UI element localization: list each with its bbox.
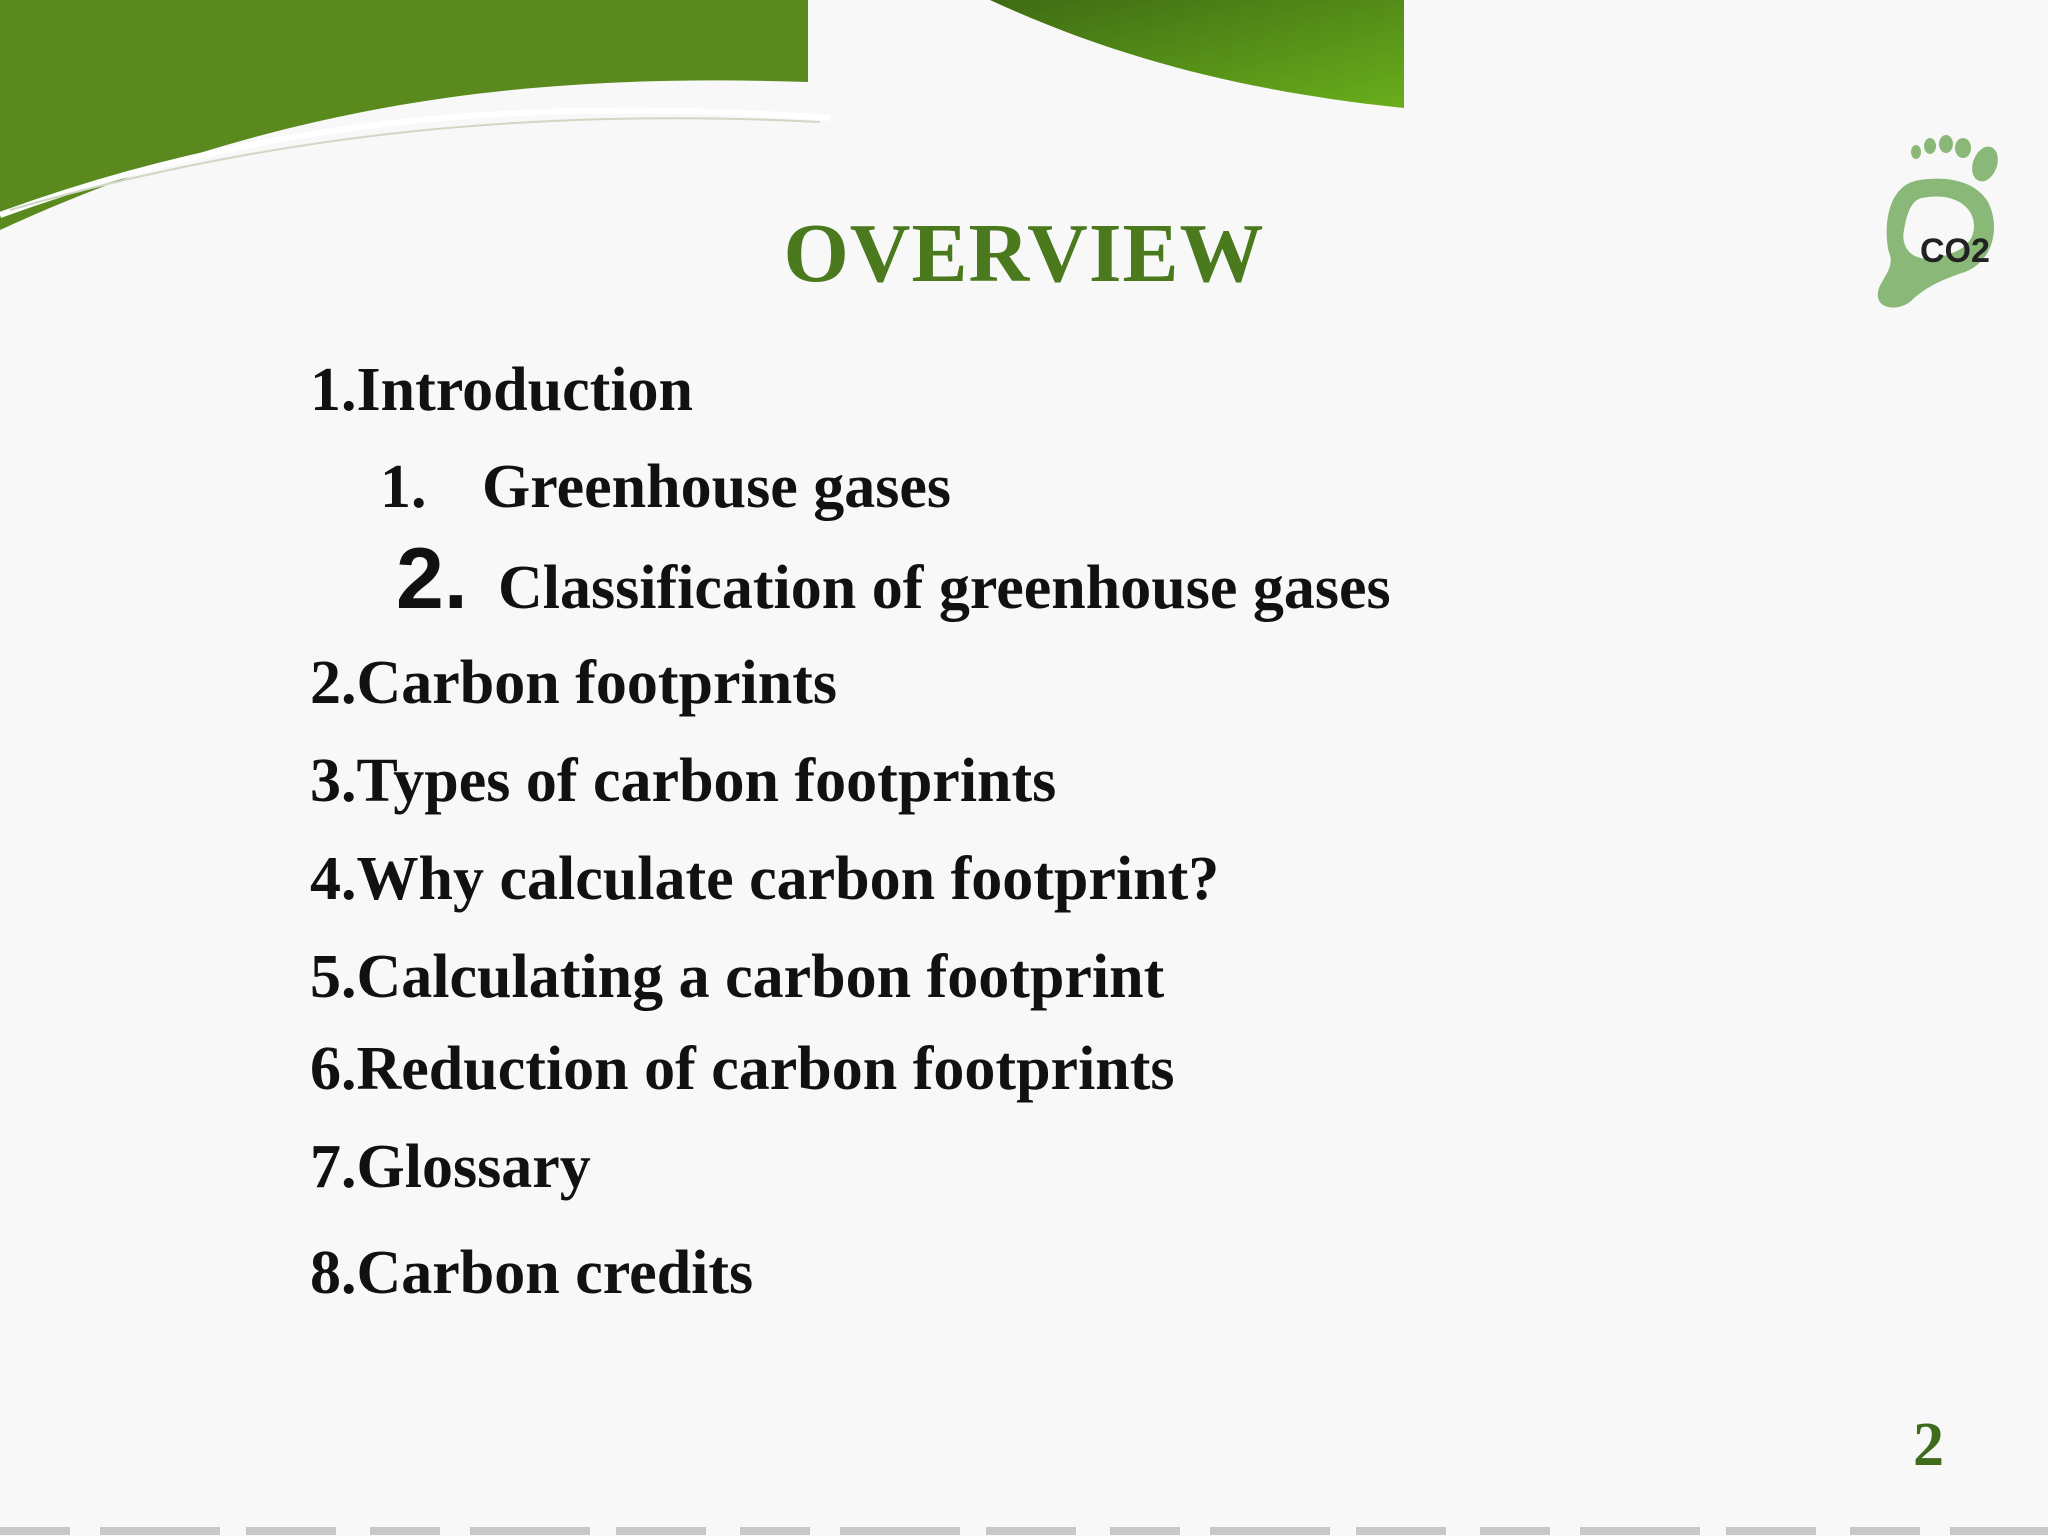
item-label: Glossary bbox=[356, 1133, 591, 1201]
item-label: Classification of greenhouse gases bbox=[498, 554, 1391, 622]
slide-title: OVERVIEW bbox=[783, 207, 1265, 300]
item-label: Carbon credits bbox=[356, 1239, 754, 1307]
overview-subitem-greenhouse-gases bbox=[380, 452, 951, 523]
item-label: Introduction bbox=[356, 356, 693, 424]
item-label: Greenhouse gases bbox=[482, 453, 952, 521]
item-number: 5. bbox=[310, 943, 357, 1011]
item-number: 1. bbox=[310, 356, 357, 424]
overview-item-why-calculate bbox=[310, 844, 1219, 915]
item-label: Reduction of carbon footprints bbox=[356, 1035, 1175, 1103]
overview-item-glossary bbox=[310, 1132, 591, 1203]
overview-item-carbon-footprints bbox=[310, 648, 837, 719]
item-number: 2. bbox=[310, 649, 357, 717]
item-number: 2. bbox=[396, 531, 468, 627]
page-number: 2 bbox=[1913, 1411, 1944, 1479]
overview-item-introduction bbox=[310, 355, 693, 426]
item-label: Carbon footprints bbox=[356, 649, 838, 717]
overview-item-types bbox=[310, 746, 1056, 817]
item-number: 7. bbox=[310, 1133, 357, 1201]
overview-item-reduction bbox=[310, 1034, 1175, 1105]
item-number: 1. bbox=[380, 453, 427, 521]
item-label: Calculating a carbon footprint bbox=[356, 943, 1165, 1011]
overview-item-carbon-credits bbox=[310, 1238, 753, 1309]
item-number: 3. bbox=[310, 747, 357, 815]
co2-label: CO2 bbox=[1920, 232, 1990, 270]
item-number: 8. bbox=[310, 1239, 357, 1307]
item-number: 6. bbox=[310, 1035, 357, 1103]
overview-subitem-classification bbox=[396, 530, 1391, 629]
item-label: Types of carbon footprints bbox=[356, 747, 1057, 815]
item-number: 4. bbox=[310, 845, 357, 913]
overview-item-calculating bbox=[310, 942, 1164, 1013]
item-label: Why calculate carbon footprint? bbox=[356, 845, 1220, 913]
